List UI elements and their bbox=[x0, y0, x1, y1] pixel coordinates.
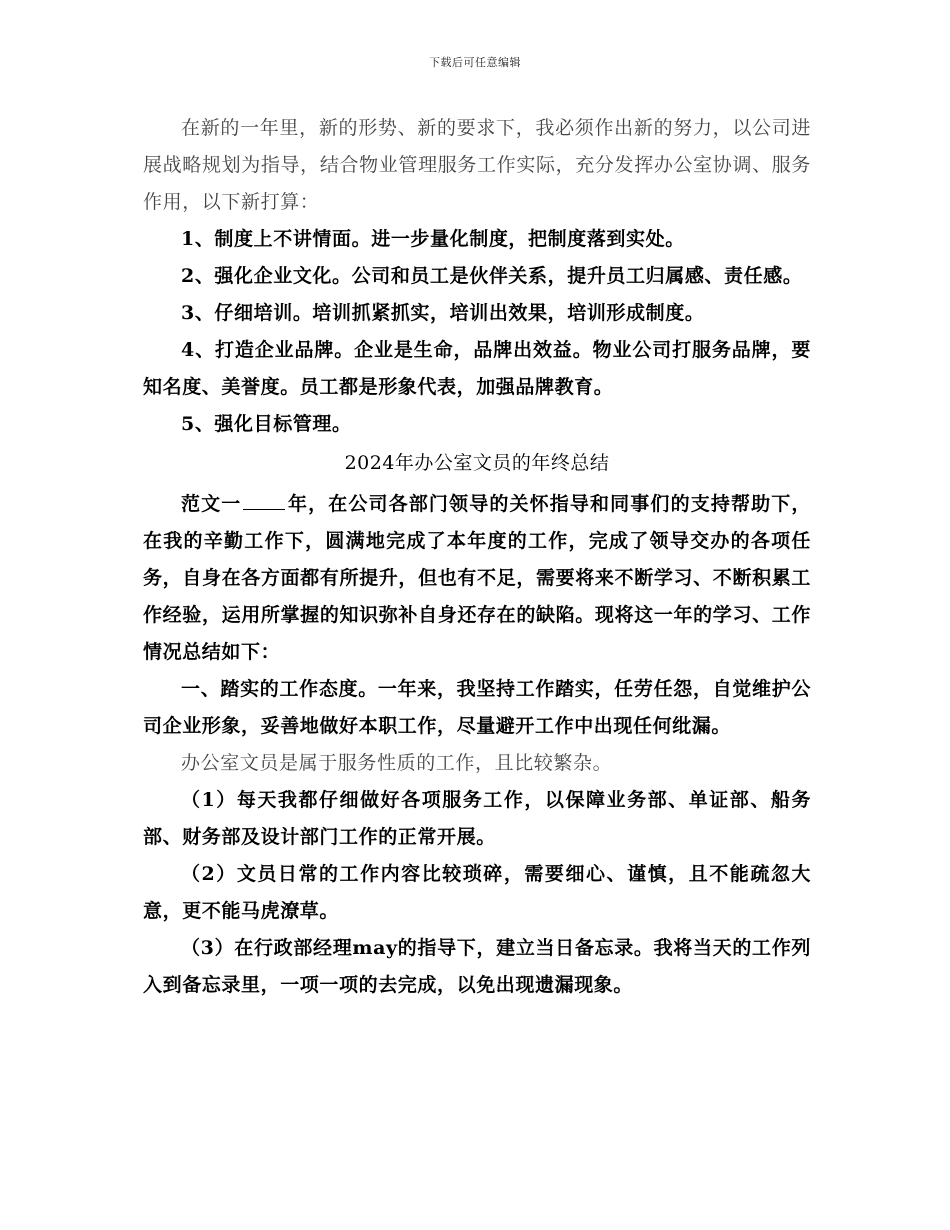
year-blank bbox=[243, 489, 285, 510]
opening-paragraph bbox=[143, 486, 811, 671]
opening-text: 年，在公司各部门领导的关怀指导和同事们的支持帮助下，在我的辛勤工作下，圆满地完成了本年度的工作，完成了领导交办的各项任务，自身在各方面都有所提升，但也有不足，需要将来不断学习、不断积累工作经验，运用所掌握的知识弥补自身还存在的缺陷。现将这一年的学习、工作情况总结如下： bbox=[143, 493, 811, 663]
page-header-watermark: 下载后可任意编辑 bbox=[429, 56, 521, 69]
intro-paragraph: 在新的一年里，新的形势、新的要求下，我必须作出新的努力，以公司进展战略规划为指导，结合物业管理服务工作实际，充分发挥办公室协调、服务作用，以下新打算： bbox=[143, 117, 811, 213]
task-item-3: （3）在行政部经理may的指导下，建立当日备忘录。我将当天的工作列入到备忘录里，一项一项的去完成，以免出现遗漏现象。 bbox=[143, 937, 811, 996]
point-one-paragraph: 一、踏实的工作态度。一年来，我坚持工作踏实，任劳任怨，自觉维护公司企业形象，妥善地做好本职工作，尽量避开工作中出现任何纰漏。 bbox=[143, 678, 811, 737]
section-title: 2024年办公室文员的年终总结 bbox=[344, 452, 610, 474]
task-item-1: （1）每天我都仔细做好各项服务工作，以保障业务部、单证部、船务部、财务部及设计部门工作的正常开展。 bbox=[143, 789, 811, 848]
plan-item-5: 5、强化目标管理。 bbox=[181, 413, 352, 435]
opening-prefix: 范文一 bbox=[181, 493, 242, 515]
plan-item-4: 4、打造企业品牌。企业是生命，品牌出效益。物业公司打服务品牌，要知名度、美誉度。员工都是形象代表，加强品牌教育。 bbox=[143, 339, 811, 398]
plan-item-3: 3、仔细培训。培训抓紧抓实，培训出效果，培训形成制度。 bbox=[181, 302, 705, 324]
task-item-2: （2）文员日常的工作内容比较琐碎，需要细心、谨慎，且不能疏忽大意，更不能马虎潦草。 bbox=[143, 863, 811, 922]
note-paragraph: 办公室文员是属于服务性质的工作，且比较繁杂。 bbox=[181, 752, 613, 774]
document-body bbox=[143, 110, 811, 1004]
plan-item-1: 1、制度上不讲情面。进一步量化制度，把制度落到实处。 bbox=[181, 228, 685, 250]
plan-item-2: 2、强化企业文化。公司和员工是伙伴关系，提升员工归属感、责任感。 bbox=[181, 265, 803, 287]
